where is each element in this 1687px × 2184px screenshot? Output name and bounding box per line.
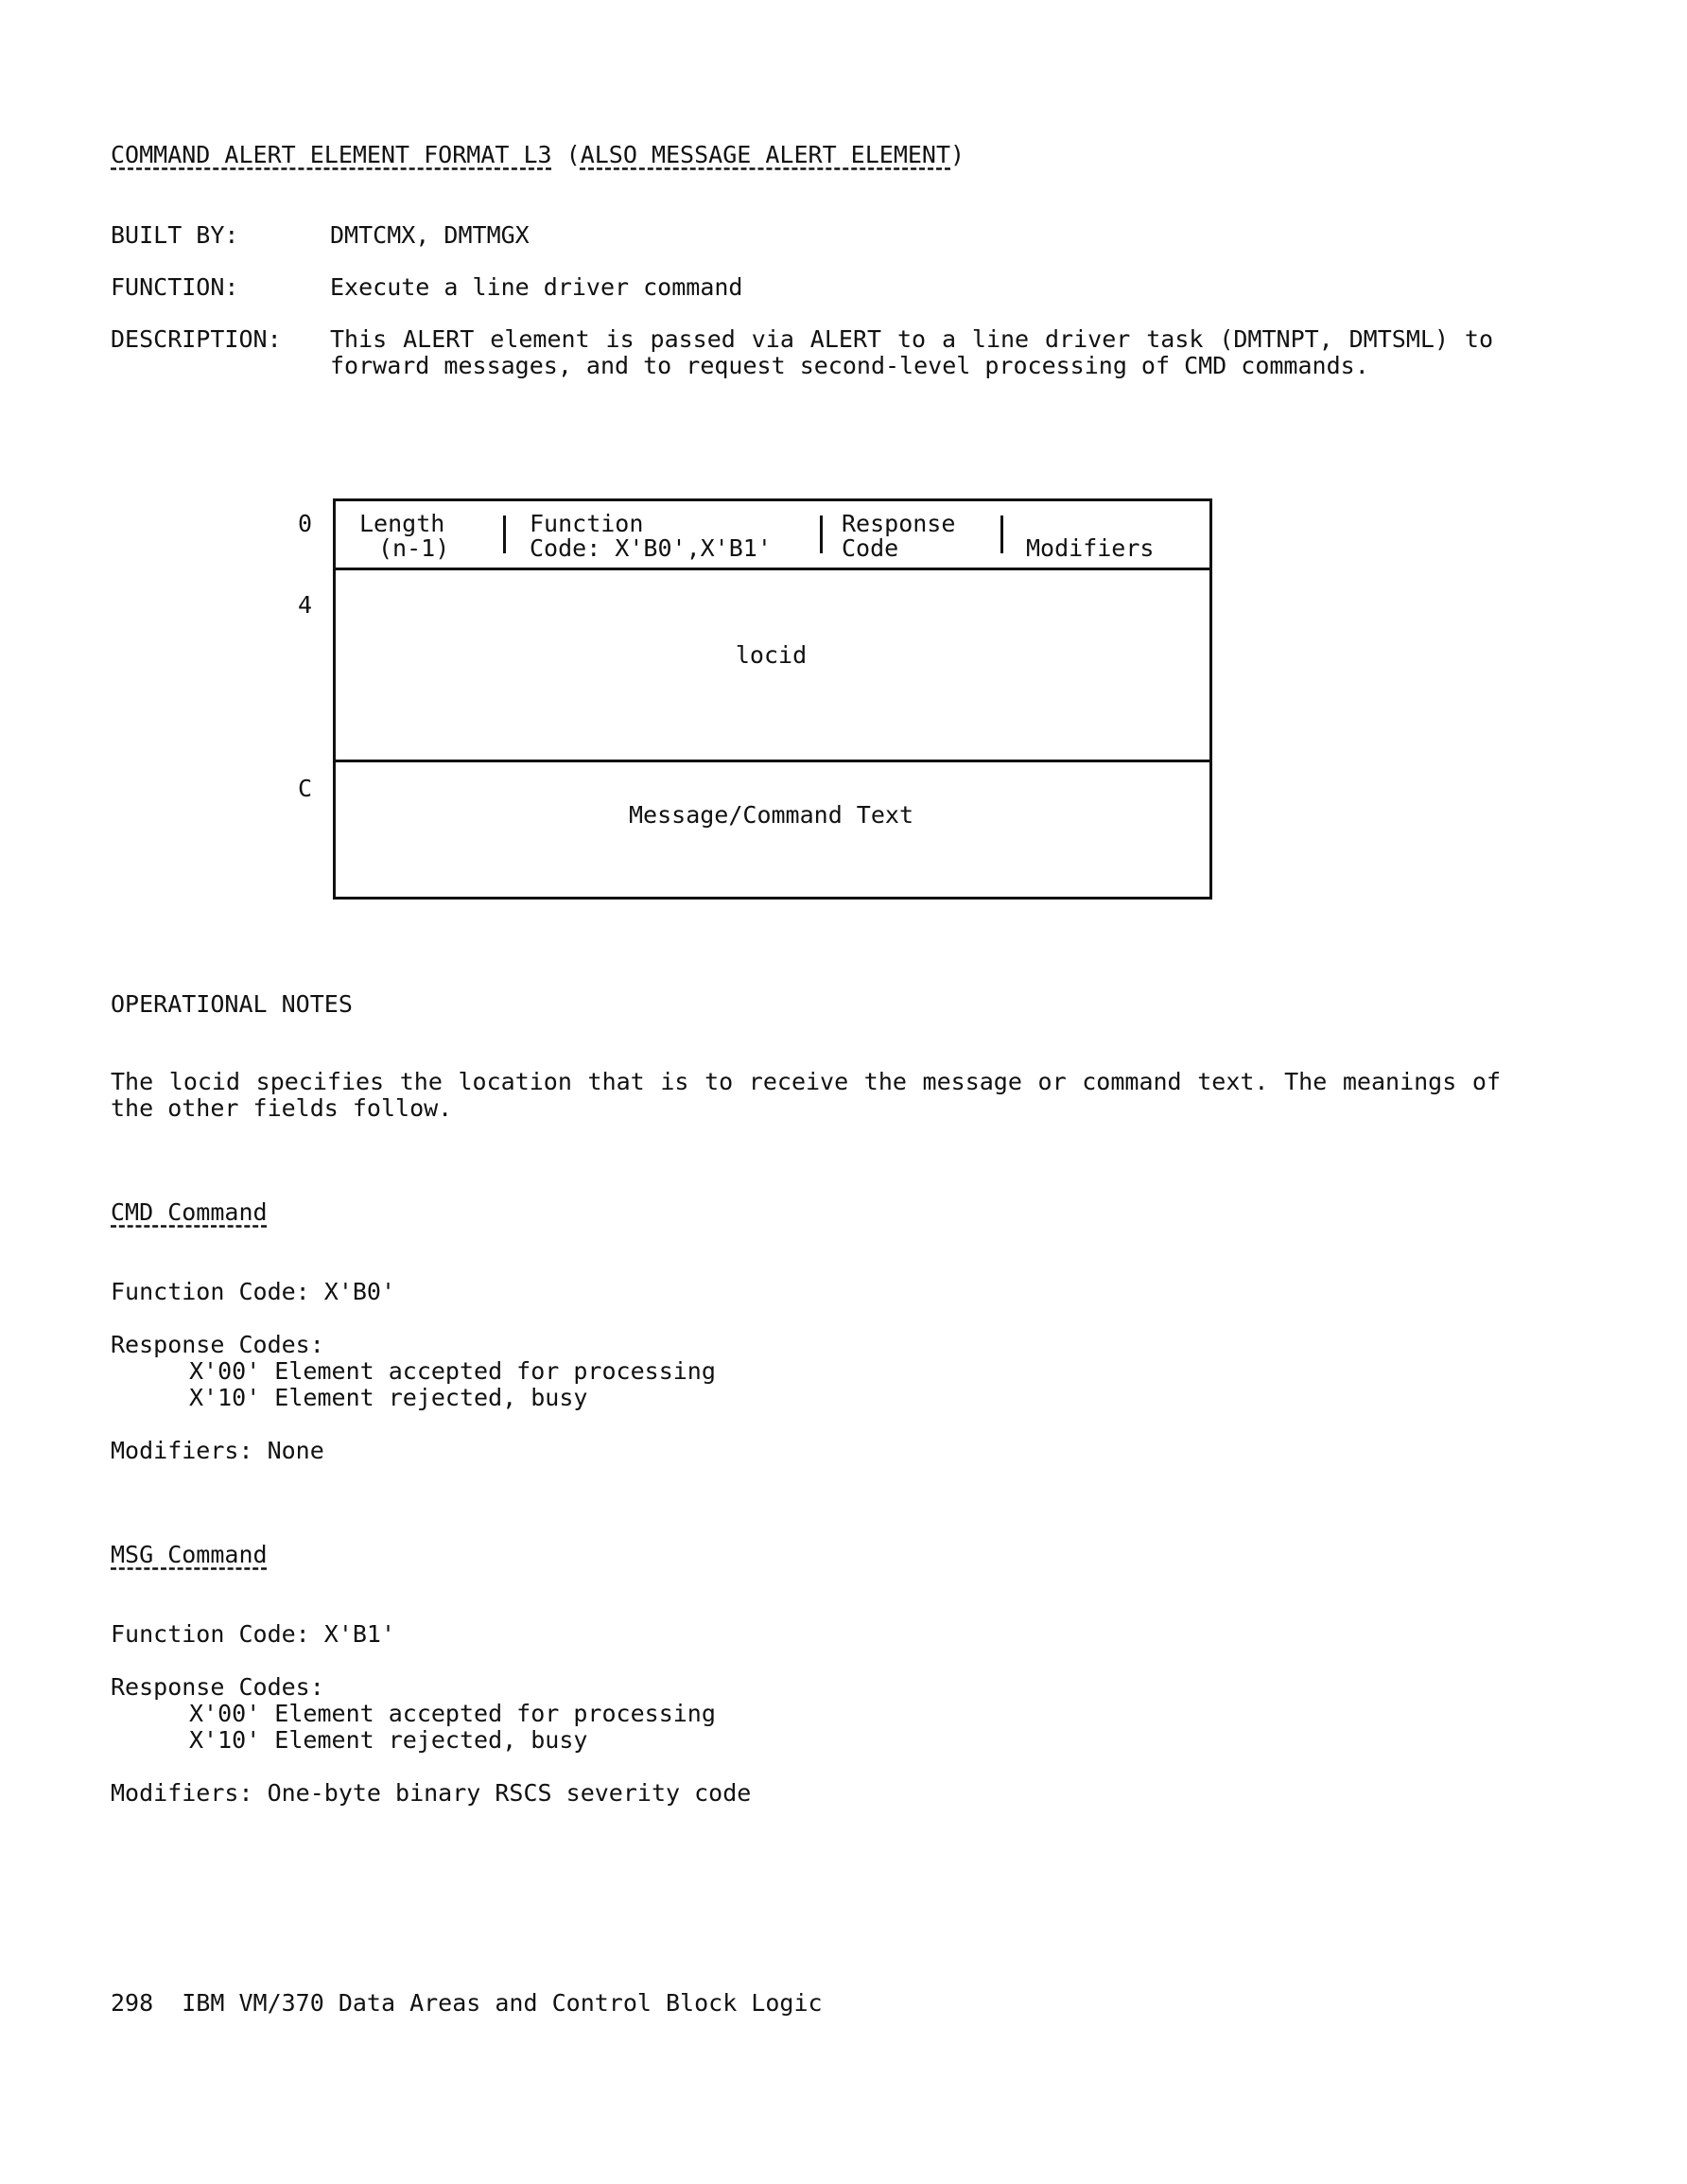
- field-modifiers: Modifiers: [1026, 534, 1155, 562]
- field-function-code: Code: X'B0',X'B1': [530, 534, 772, 562]
- field-length-note: (n-1): [378, 534, 450, 562]
- field-message-text: Message/Command Text: [628, 801, 914, 829]
- built-by-value: DMTCMX, DMTMGX: [330, 221, 530, 249]
- heading-paren-close: ): [950, 141, 965, 168]
- field-separator: [1000, 515, 1003, 553]
- field-separator: [503, 515, 506, 553]
- msg-command-title: MSG Command: [111, 1541, 268, 1568]
- msg-modifiers: Modifiers: One-byte binary RSCS severity code: [111, 1779, 752, 1807]
- offset-4: 4: [297, 591, 312, 619]
- operational-notes-text: The locid specifies the location that is to receive the message or command text. The meanings of the other fields follow.: [111, 1068, 1501, 1122]
- description-value: This ALERT element is passed via ALERT to a line driver task (DMTNPT, DMTSML) to forward messages, and to request second-level processing of CMD commands.: [330, 325, 1493, 379]
- field-length: Length: [359, 510, 445, 537]
- msg-response-label: Response Codes:: [111, 1673, 324, 1701]
- heading-paren-open: (: [551, 141, 581, 168]
- cmd-function-code: Function Code: X'B0': [111, 1278, 396, 1305]
- cmd-response-label: Response Codes:: [111, 1331, 324, 1358]
- function-label: FUNCTION:: [111, 273, 239, 301]
- page-heading: [111, 142, 965, 168]
- field-function: Function: [530, 510, 644, 537]
- operational-notes-title: OPERATIONAL NOTES: [111, 990, 353, 1018]
- diagram-divider-2: [333, 760, 1209, 762]
- msg-function-code: Function Code: X'B1': [111, 1620, 396, 1648]
- page-footer: 298 IBM VM/370 Data Areas and Control Block Logic: [111, 1989, 823, 2017]
- offset-c: C: [297, 775, 312, 802]
- heading-subtitle: ALSO MESSAGE ALERT ELEMENT: [580, 141, 951, 168]
- field-response-code: Code: [842, 534, 899, 562]
- field-locid: locid: [735, 641, 808, 669]
- cmd-modifiers: Modifiers: None: [111, 1437, 324, 1464]
- cmd-command-title: CMD Command: [111, 1198, 268, 1226]
- description-label: DESCRIPTION:: [111, 325, 282, 353]
- msg-response-accepted: X'00' Element accepted for processing: [189, 1700, 716, 1727]
- cmd-response-rejected: X'10' Element rejected, busy: [189, 1384, 588, 1411]
- function-value: Execute a line driver command: [330, 273, 743, 301]
- field-separator: [820, 515, 823, 553]
- field-response: Response: [842, 510, 956, 537]
- offset-0: 0: [297, 510, 312, 537]
- heading-title: COMMAND ALERT ELEMENT FORMAT L3: [111, 141, 552, 168]
- built-by-label: BUILT BY:: [111, 221, 239, 249]
- msg-response-rejected: X'10' Element rejected, busy: [189, 1726, 588, 1754]
- cmd-response-accepted: X'00' Element accepted for processing: [189, 1357, 716, 1385]
- diagram-divider-1: [333, 568, 1209, 570]
